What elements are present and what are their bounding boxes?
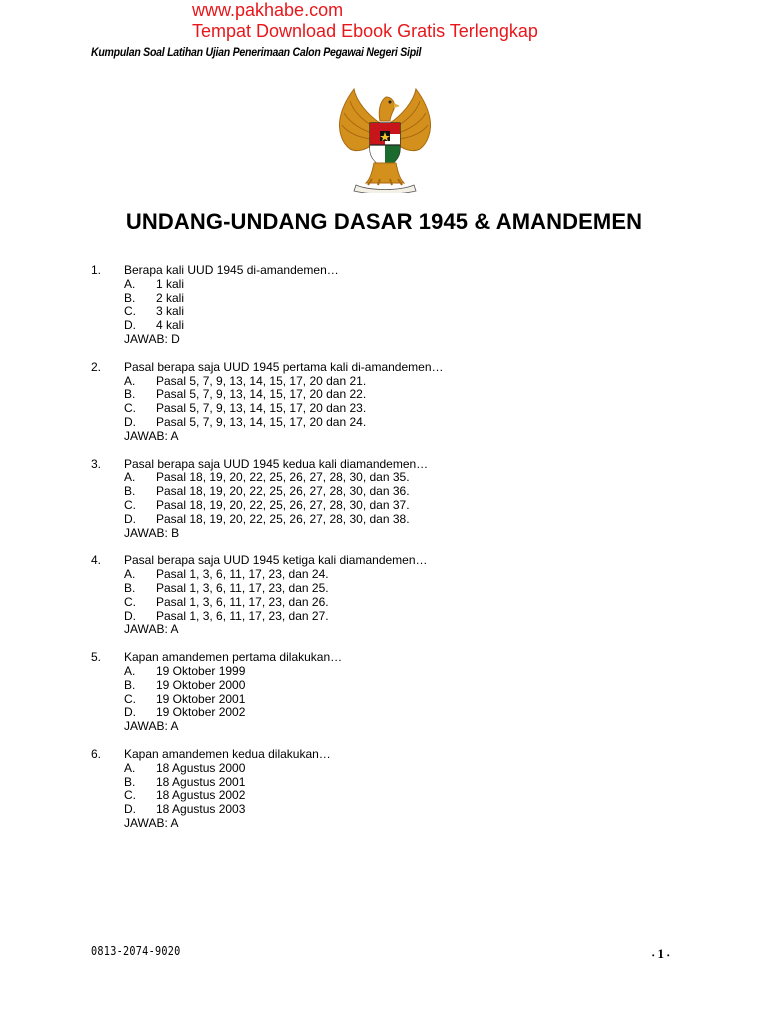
- option-text: Pasal 5, 7, 9, 13, 14, 15, 17, 20 dan 23.: [156, 401, 367, 416]
- answer-key: JAWAB: B: [124, 525, 180, 540]
- option-a: [91, 568, 691, 582]
- option-text: 4 kali: [156, 318, 185, 333]
- promo-header: [192, 0, 538, 42]
- page-number: [652, 946, 669, 962]
- question-item: [91, 554, 691, 637]
- question-item: [91, 458, 691, 541]
- promo-tagline: Tempat Download Ebook Gratis Terlengkap: [192, 21, 538, 41]
- option-d: [91, 803, 691, 817]
- option-b: [91, 292, 691, 306]
- option-letter: A.: [124, 276, 136, 291]
- option-letter: B.: [124, 387, 136, 402]
- question-list: [91, 264, 691, 845]
- option-letter: B.: [124, 290, 136, 305]
- option-letter: D.: [124, 802, 136, 817]
- question-number: 3.: [91, 456, 102, 471]
- garuda-pancasila-emblem-icon: [334, 87, 436, 193]
- question-text: Pasal berapa saja UUD 1945 kedua kali diamandemen…: [124, 456, 429, 471]
- question-item: [91, 361, 691, 444]
- option-c: [91, 693, 691, 707]
- question-text: Pasal berapa saja UUD 1945 ketiga kali diamandemen…: [124, 553, 428, 568]
- option-a: [91, 762, 691, 776]
- option-letter: A.: [124, 373, 136, 388]
- option-a: [91, 375, 691, 389]
- option-text: Pasal 1, 3, 6, 11, 17, 23, dan 27.: [156, 608, 329, 623]
- option-letter: D.: [124, 705, 136, 720]
- option-b: [91, 776, 691, 790]
- option-d: [91, 706, 691, 720]
- question-item: [91, 651, 691, 734]
- footer-phone: 0813-2074-9020: [91, 944, 181, 958]
- option-letter: D.: [124, 318, 136, 333]
- option-c: [91, 596, 691, 610]
- option-b: [91, 679, 691, 693]
- question-text: Kapan amandemen kedua dilakukan…: [124, 746, 331, 761]
- question-item: [91, 748, 691, 831]
- option-c: [91, 499, 691, 513]
- option-letter: C.: [124, 304, 136, 319]
- option-text: Pasal 1, 3, 6, 11, 17, 23, dan 26.: [156, 594, 329, 609]
- option-text: Pasal 1, 3, 6, 11, 17, 23, dan 25.: [156, 580, 329, 595]
- option-letter: B.: [124, 580, 136, 595]
- option-letter: A.: [124, 567, 136, 582]
- option-text: 18 Agustus 2001: [156, 774, 246, 789]
- question-text: Berapa kali UUD 1945 di-amandemen…: [124, 263, 339, 277]
- page-marker-left: ▪: [652, 951, 655, 960]
- option-letter: C.: [124, 401, 136, 416]
- option-text: Pasal 18, 19, 20, 22, 25, 26, 27, 28, 30, dan 37.: [156, 497, 410, 512]
- document-title: UNDANG-UNDANG DASAR 1945 & AMANDEMEN: [125, 209, 643, 234]
- option-text: 1 kali: [156, 276, 185, 291]
- option-text: 3 kali: [156, 304, 185, 319]
- option-text: Pasal 18, 19, 20, 22, 25, 26, 27, 28, 30, dan 36.: [156, 484, 410, 499]
- option-letter: D.: [124, 414, 136, 429]
- option-text: 19 Oktober 2000: [156, 677, 246, 692]
- answer-key: JAWAB: A: [124, 428, 179, 443]
- option-text: 19 Oktober 2001: [156, 691, 246, 706]
- question-number: 5.: [91, 650, 102, 665]
- option-letter: B.: [124, 677, 136, 692]
- option-letter: B.: [124, 774, 136, 789]
- option-text: Pasal 5, 7, 9, 13, 14, 15, 17, 20 dan 24.: [156, 414, 367, 429]
- option-letter: A.: [124, 663, 136, 678]
- option-text: 18 Agustus 2002: [156, 788, 246, 803]
- question-text: Pasal berapa saja UUD 1945 pertama kali di-amandemen…: [124, 359, 444, 374]
- option-c: [91, 789, 691, 803]
- question-item: [91, 264, 691, 347]
- option-text: 2 kali: [156, 290, 185, 305]
- option-text: 19 Oktober 1999: [156, 663, 246, 678]
- option-text: Pasal 18, 19, 20, 22, 25, 26, 27, 28, 30, dan 38.: [156, 511, 410, 526]
- option-text: Pasal 5, 7, 9, 13, 14, 15, 17, 20 dan 22.: [156, 387, 367, 402]
- question-number: 1.: [91, 263, 102, 277]
- option-d: [91, 416, 691, 430]
- option-d: [91, 513, 691, 527]
- option-letter: D.: [124, 511, 136, 526]
- option-text: 18 Agustus 2000: [156, 760, 246, 775]
- site-url-link[interactable]: www.pakhabe.com: [192, 0, 344, 20]
- option-a: [91, 278, 691, 292]
- answer-key: JAWAB: A: [124, 815, 179, 830]
- option-letter: C.: [124, 594, 136, 609]
- page-number-value: 1: [657, 946, 664, 961]
- option-d: [91, 319, 691, 333]
- option-letter: B.: [124, 484, 136, 499]
- option-b: [91, 582, 691, 596]
- option-a: [91, 665, 691, 679]
- option-text: Pasal 18, 19, 20, 22, 25, 26, 27, 28, 30, dan 35.: [156, 470, 410, 485]
- option-letter: C.: [124, 497, 136, 512]
- option-d: [91, 610, 691, 624]
- option-letter: C.: [124, 788, 136, 803]
- option-letter: C.: [124, 691, 136, 706]
- option-letter: A.: [124, 470, 136, 485]
- answer-key: JAWAB: A: [124, 622, 179, 637]
- option-letter: D.: [124, 608, 136, 623]
- question-text: Kapan amandemen pertama dilakukan…: [124, 650, 343, 665]
- option-c: [91, 402, 691, 416]
- option-c: [91, 305, 691, 319]
- answer-key: JAWAB: A: [124, 719, 179, 734]
- option-text: 19 Oktober 2002: [156, 705, 246, 720]
- answer-key: JAWAB: D: [124, 331, 180, 346]
- question-number: 4.: [91, 553, 102, 568]
- question-number: 2.: [91, 359, 102, 374]
- option-text: 18 Agustus 2003: [156, 802, 246, 817]
- option-letter: A.: [124, 760, 136, 775]
- option-b: [91, 485, 691, 499]
- document-subtitle: Kumpulan Soal Latihan Ujian Penerimaan Calon Pegawai Negeri Sipil: [91, 45, 422, 59]
- option-text: Pasal 5, 7, 9, 13, 14, 15, 17, 20 dan 21.: [156, 373, 367, 388]
- question-number: 6.: [91, 746, 102, 761]
- page-marker-right: ▪: [666, 951, 670, 960]
- option-a: [91, 471, 691, 485]
- option-b: [91, 388, 691, 402]
- option-text: Pasal 1, 3, 6, 11, 17, 23, dan 24.: [156, 567, 329, 582]
